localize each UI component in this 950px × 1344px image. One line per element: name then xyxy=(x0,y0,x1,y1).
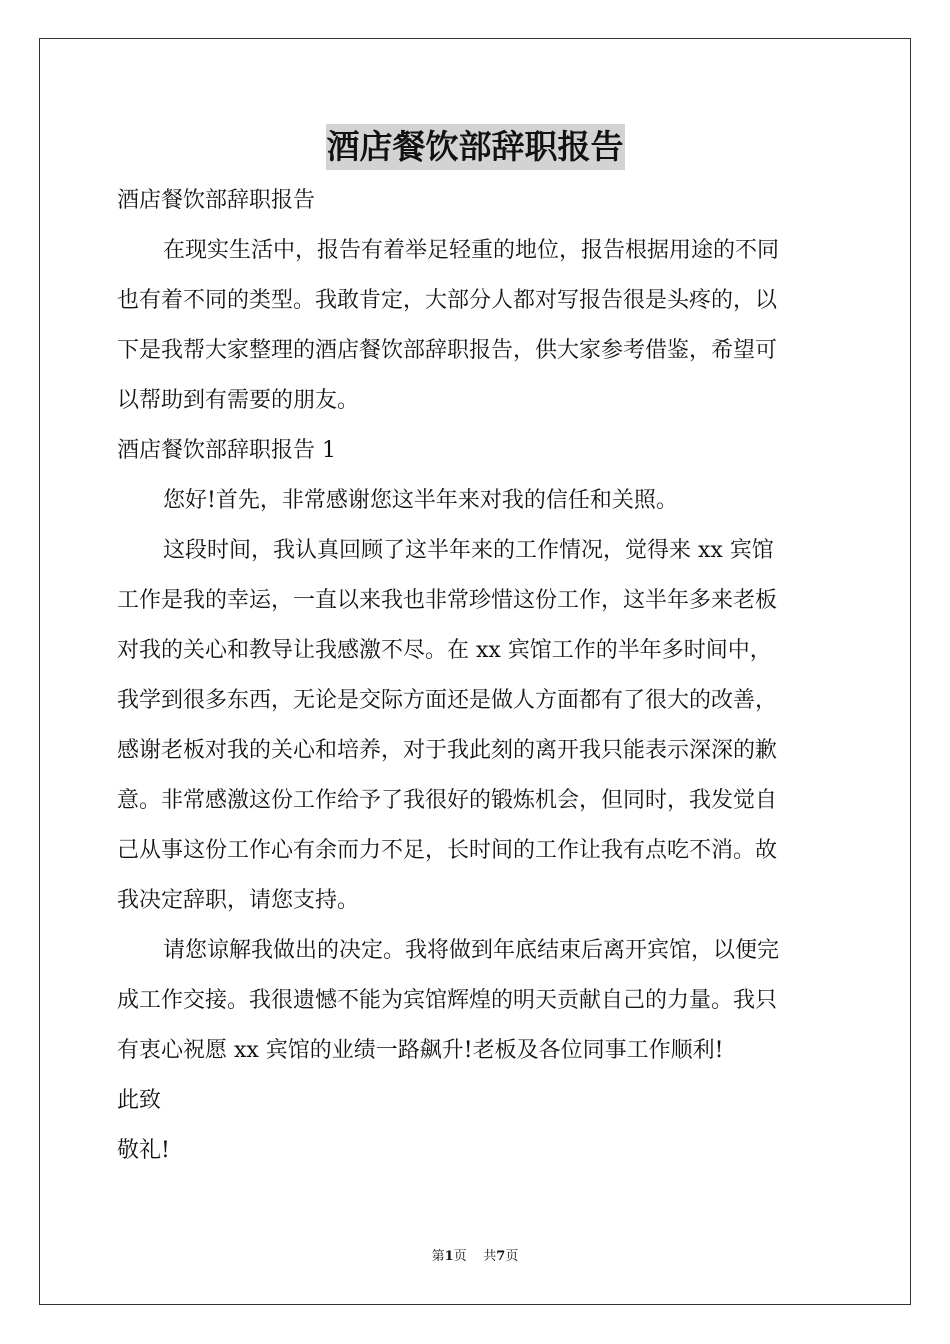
text-line: 请您谅解我做出的决定。我将做到年底结束后离开宾馆，以便完 xyxy=(163,938,780,963)
total-prefix: 共 xyxy=(483,1249,497,1264)
text-line: 对我的关心和教导让我感激不尽。在 xx 宾馆工作的半年多时间中， xyxy=(117,638,772,663)
title-container xyxy=(0,124,950,170)
page-total: 7 xyxy=(496,1249,506,1264)
page-footer xyxy=(0,1248,950,1266)
text-line: 我学到很多东西，无论是交际方面还是做人方面都有了很大的改善， xyxy=(117,688,778,713)
text-line: 己从事这份工作心有余而力不足，长时间的工作让我有点吃不消。故 xyxy=(117,838,778,863)
text-line: 此致 xyxy=(117,1088,162,1113)
page-suffix: 页 xyxy=(453,1249,467,1264)
text-line: 成工作交接。我很遗憾不能为宾馆辉煌的明天贡献自己的力量。我只 xyxy=(117,988,778,1013)
text-line: 下是我帮大家整理的酒店餐饮部辞职报告，供大家参考借鉴，希望可 xyxy=(117,338,778,363)
text-line: 意。非常感激这份工作给予了我很好的锻炼机会，但同时，我发觉自 xyxy=(117,788,778,813)
text-line: 我决定辞职，请您支持。 xyxy=(117,888,360,913)
text-line: 这段时间，我认真回顾了这半年来的工作情况，觉得来 xx 宾馆 xyxy=(163,538,774,563)
document-body xyxy=(117,176,833,1176)
page-prefix: 第 xyxy=(431,1249,445,1264)
text-line: 敬礼! xyxy=(117,1138,170,1163)
text-line: 工作是我的幸运，一直以来我也非常珍惜这份工作，这半年多来老板 xyxy=(117,588,778,613)
text-line: 在现实生活中，报告有着举足轻重的地位，报告根据用途的不同 xyxy=(163,238,780,263)
text-line: 感谢老板对我的关心和培养，对于我此刻的离开我只能表示深深的歉 xyxy=(117,738,778,763)
text-line: 您好!首先，非常感谢您这半年来对我的信任和关照。 xyxy=(163,488,678,513)
total-suffix: 页 xyxy=(505,1249,519,1264)
page-current: 1 xyxy=(444,1249,454,1264)
document-title: 酒店餐饮部辞职报告 xyxy=(326,124,625,170)
text-line: 以帮助到有需要的朋友。 xyxy=(117,388,360,413)
text-line: 酒店餐饮部辞职报告 1 xyxy=(117,438,336,463)
text-line: 有衷心祝愿 xx 宾馆的业绩一路飙升!老板及各位同事工作顺利! xyxy=(117,1038,724,1063)
text-line: 酒店餐饮部辞职报告 xyxy=(117,188,316,213)
text-line: 也有着不同的类型。我敢肯定，大部分人都对写报告很是头疼的，以 xyxy=(117,288,778,313)
